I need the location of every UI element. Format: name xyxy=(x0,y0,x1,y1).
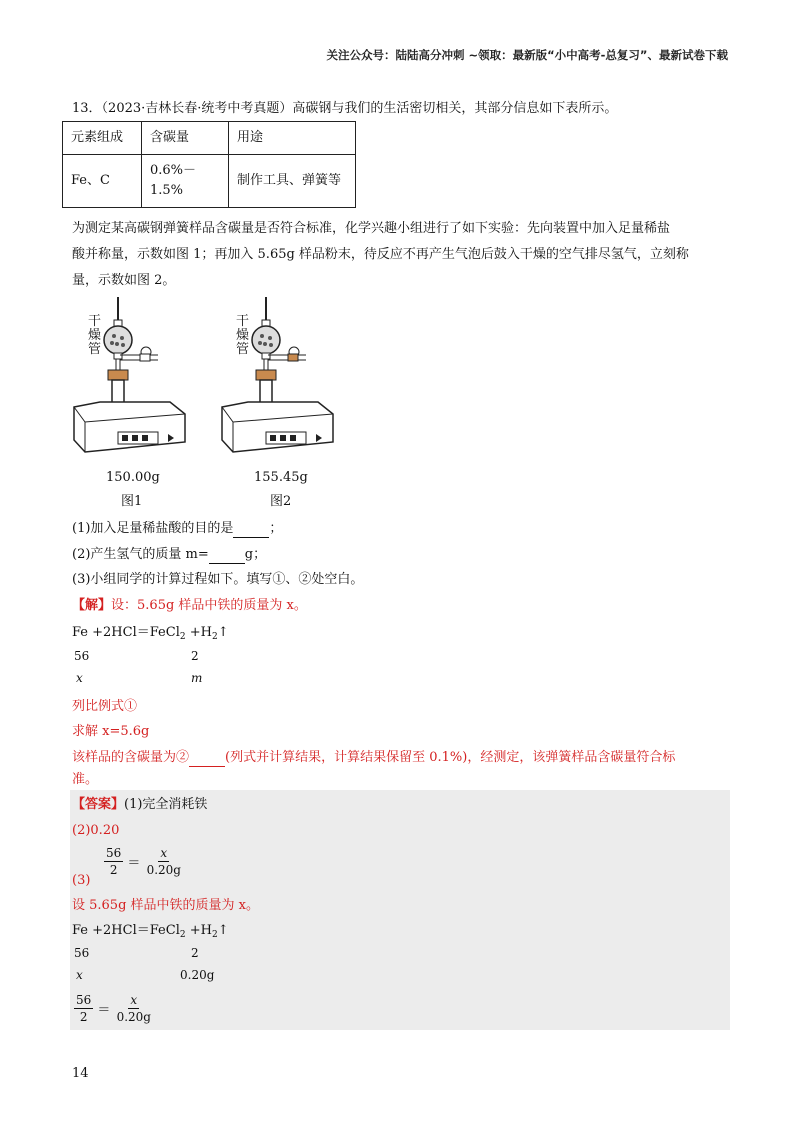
subquestion-3: (3)小组同学的计算过程如下。填写①、②处空白。 xyxy=(72,572,364,587)
table-cell: Fe、C xyxy=(63,155,142,208)
chemical-equation: Fe +2HCl＝FeCl$_2$ $+H_2↑$ xyxy=(72,625,229,642)
answer-set: 设 5.65g 样品中铁的质量为 x。 xyxy=(72,898,259,913)
table-row xyxy=(63,155,356,208)
table-header-cell: 用途 xyxy=(229,122,356,155)
caption-2: 图2 xyxy=(270,494,292,509)
answer-2: (2)0.20 xyxy=(72,823,120,838)
drying-tube-label-2: 干燥管 xyxy=(236,314,250,357)
reading-2: 155.45g xyxy=(254,470,308,485)
page-number: 14 xyxy=(72,1066,89,1081)
var-m: m xyxy=(191,671,203,685)
step-carbon-content-end: 准。 xyxy=(72,772,99,787)
answer-equation: Fe +2HCl＝FeCl$_2$ $+H_2↑$ xyxy=(72,923,229,940)
step-proportion: 列比例式① xyxy=(72,699,138,714)
table-header-cell: 含碳量 xyxy=(142,122,229,155)
answer-ratio-56: 56 xyxy=(74,946,90,960)
subquestion-1: (1)加入足量稀盐酸的目的是 ； xyxy=(72,521,283,536)
step-carbon-content: 该样品的含碳量为② (列式并计算结果，计算结果保留至 0.1%)，经测定，该弹簧样品含碳量符合标 xyxy=(72,750,676,765)
table-header-cell: 元素组成 xyxy=(63,122,142,155)
step-solve: 求解 x=5.6g xyxy=(72,724,150,739)
answer-blank xyxy=(209,549,245,564)
answer-var-x: x xyxy=(76,968,83,982)
table-header-row xyxy=(63,122,356,155)
var-x: x xyxy=(76,671,83,685)
answer-proportion-2: $\frac{56}{2}$ ＝ $\frac{x}{0.20g}$ xyxy=(76,993,151,1024)
paragraph-line: 酸并称量，示数如图 1；再加入 5.65g 样品粉末，待反应不再产生气泡后鼓入干燥的空气排尽氢气，立刻称 xyxy=(72,247,689,262)
answer-blank xyxy=(233,523,269,538)
paragraph-line: 为测定某高碳钢弹簧样品含碳量是否符合标准，化学兴趣小组进行了如下实验：先向装置中加入足量稀盐 xyxy=(72,221,671,236)
info-table xyxy=(62,121,356,208)
table-cell: 0.6%－1.5% xyxy=(142,155,229,208)
solution-intro: 【解】设：5.65g 样品中铁的质量为 x。 xyxy=(72,598,307,613)
caption-1: 图1 xyxy=(121,494,143,509)
reading-1: 150.00g xyxy=(106,470,160,485)
answer-3-label: (3) xyxy=(72,873,91,888)
answer-proportion-1: $\frac{56}{2}$ ＝ $\frac{x}{0.20g}$ xyxy=(106,846,181,877)
mass-ratio-2: 2 xyxy=(191,649,199,663)
answer-1: 【答案】(1)完全消耗铁 xyxy=(72,797,208,812)
page-header: 关注公众号：陆陆高分冲刺 ~领取：最新版“小中高考-总复习”、最新试卷下载 xyxy=(326,48,728,62)
mass-ratio-56: 56 xyxy=(74,649,90,663)
subquestion-2: (2)产生氢气的质量 m= g； xyxy=(72,547,267,562)
drying-tube-label-1: 干燥管 xyxy=(88,314,102,357)
table-cell: 制作工具、弹簧等 xyxy=(229,155,356,208)
answer-value: 0.20g xyxy=(180,968,215,982)
question-intro: 13．（2023·吉林长春·统考中考真题）高碳钢与我们的生活密切相关，其部分信息如下表所示。 xyxy=(72,101,618,116)
answer-blank xyxy=(189,752,225,767)
answer-ratio-2: 2 xyxy=(191,946,199,960)
paragraph-line: 量，示数如图 2。 xyxy=(72,273,176,288)
